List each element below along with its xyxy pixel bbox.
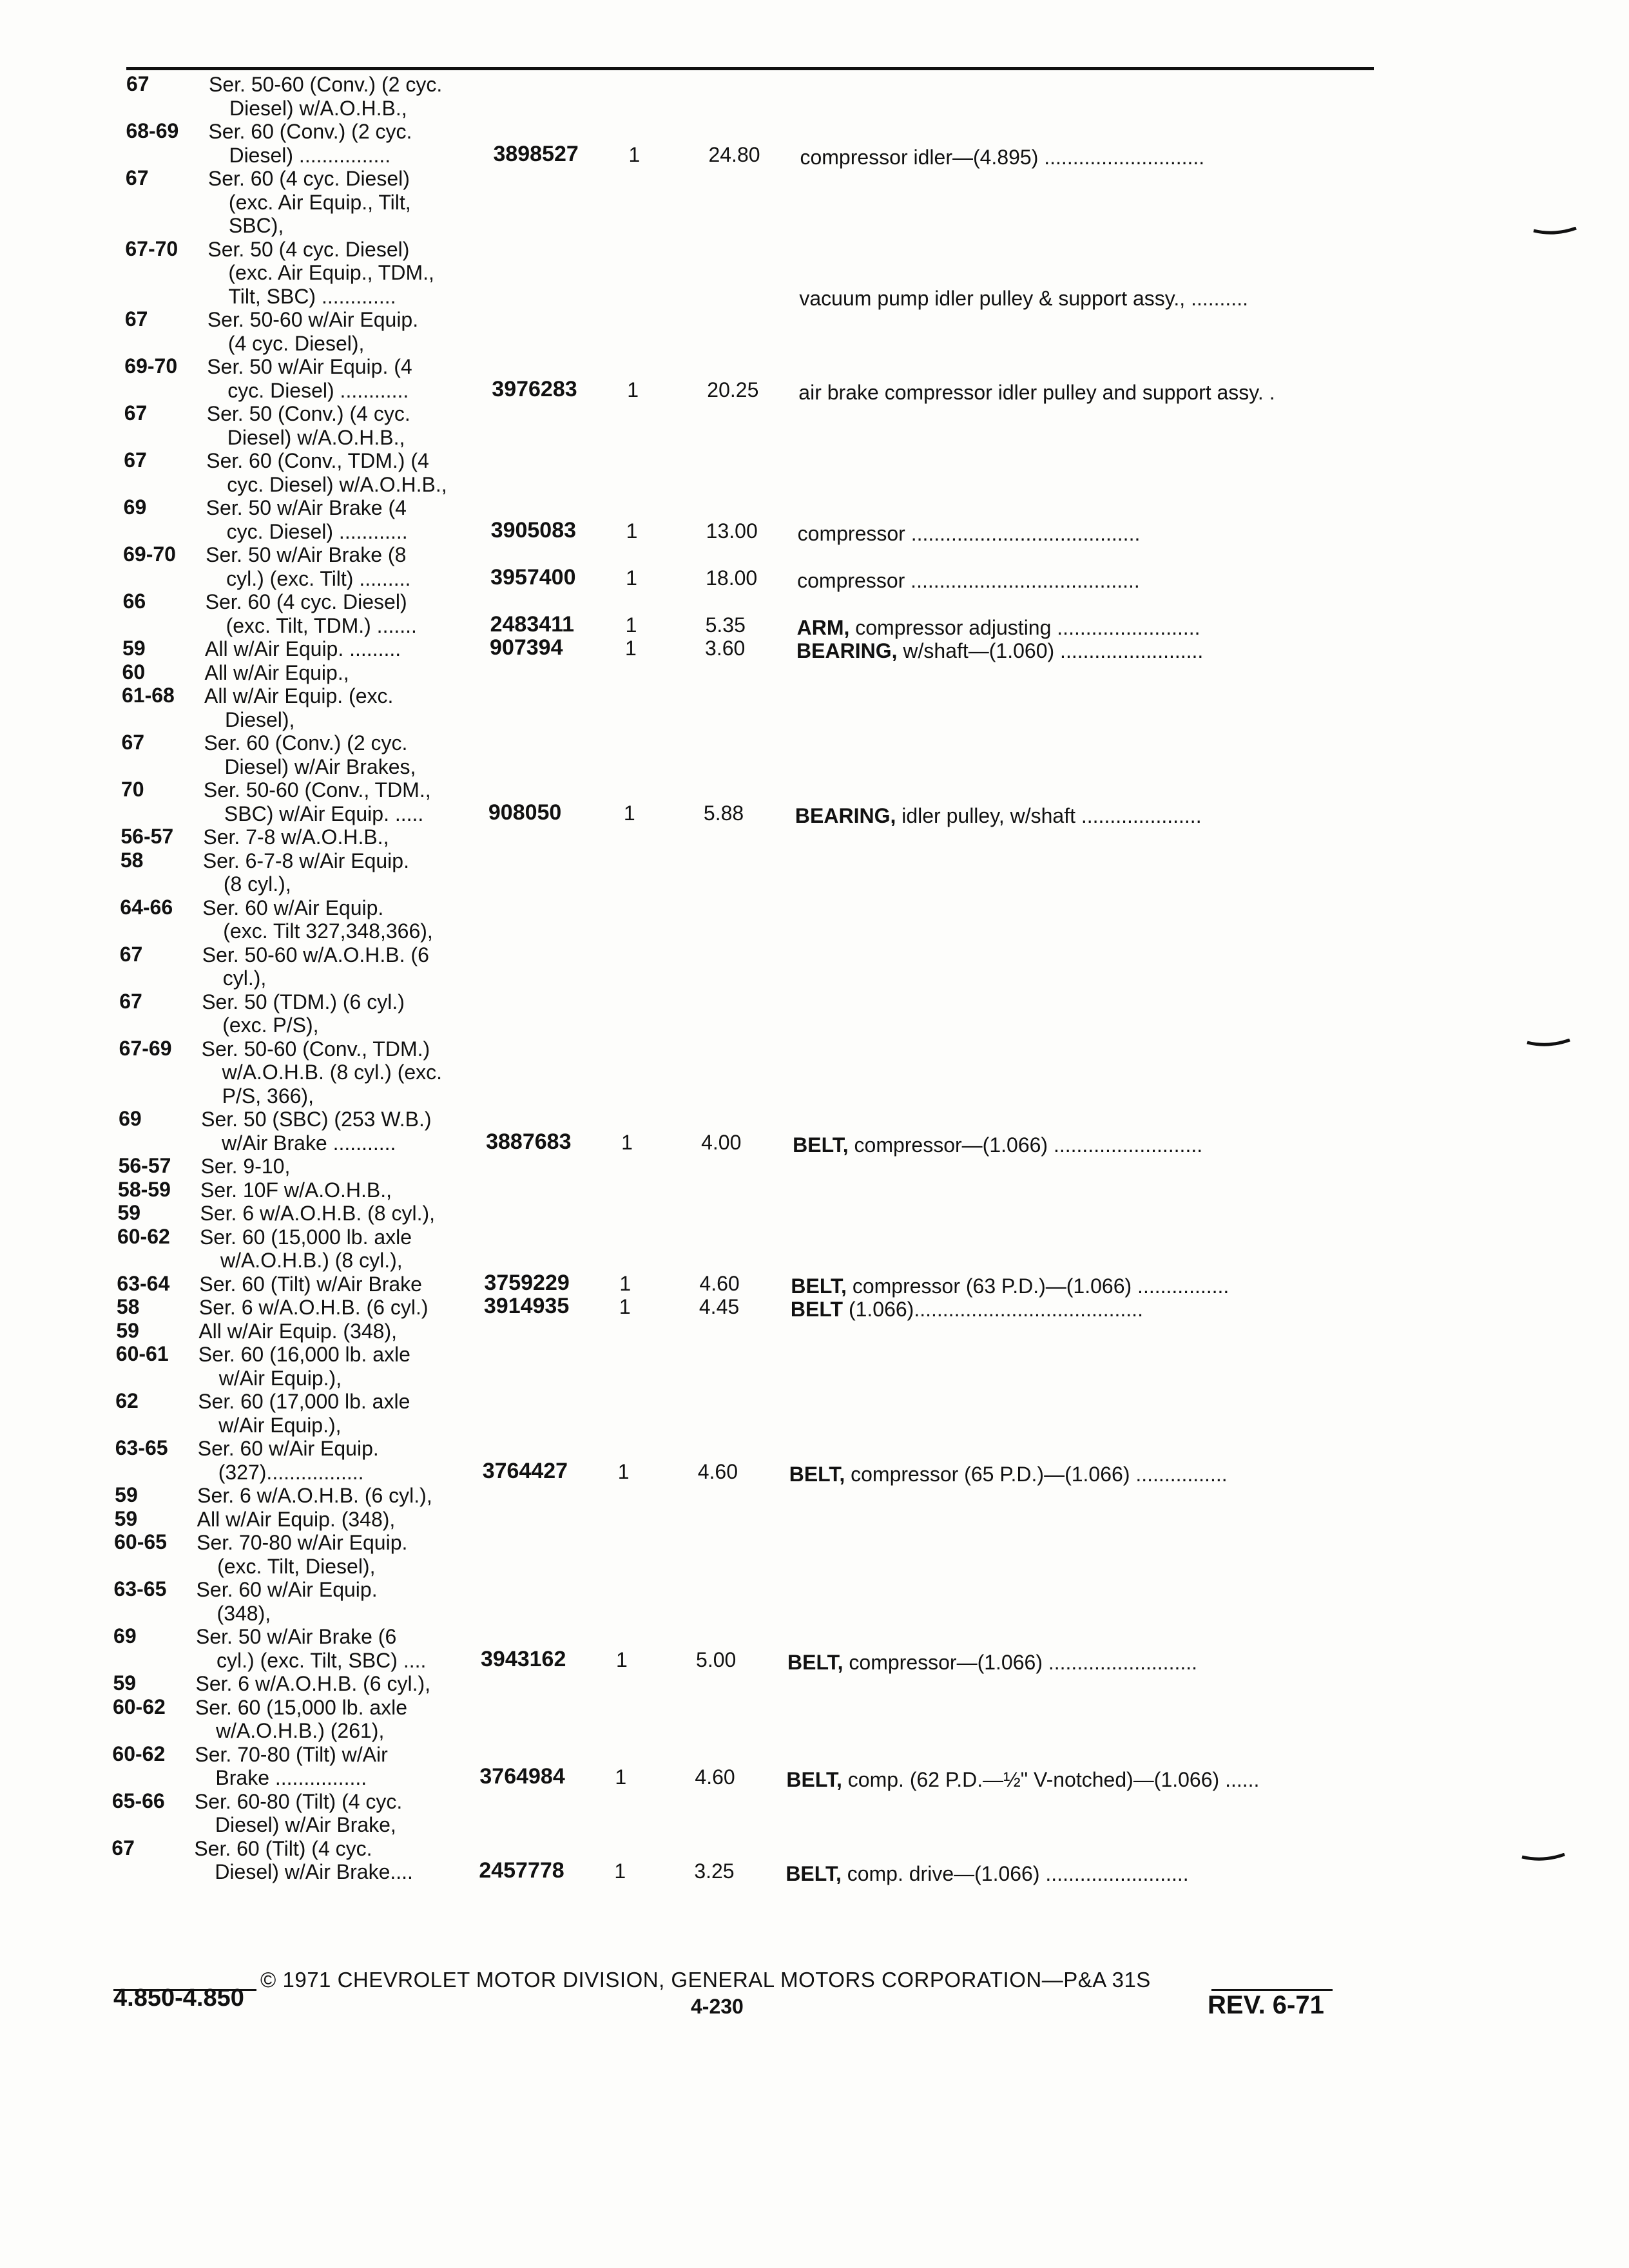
part-name: ARM, [796, 615, 850, 639]
price: 5.35 [705, 613, 746, 637]
model-year: 67 [111, 1836, 135, 1860]
model-year: 68-69 [126, 119, 179, 142]
application-text: Ser. 60 (Conv.) (2 cyc. [208, 120, 412, 143]
application-text: Ser. 50 (SBC) (253 W.B.) [201, 1108, 432, 1131]
model-year: 67 [121, 731, 145, 754]
part-description [797, 616, 1200, 640]
model-year: 59 [113, 1671, 137, 1695]
model-year: 67 [124, 401, 148, 425]
punch-mark-1 [1532, 227, 1577, 236]
punch-mark-3 [1521, 1853, 1566, 1862]
top-rule [126, 67, 1374, 70]
application-text: Ser. 60 (4 cyc. Diesel) [205, 590, 407, 613]
application-text: Ser. 60 (Conv.) (2 cyc. [204, 731, 408, 754]
model-year: 69 [113, 1624, 137, 1648]
part-description [796, 639, 1203, 663]
application-text: Ser. 50 w/Air Brake (4 [206, 496, 407, 519]
part-description [797, 569, 1140, 593]
application-text: Ser. 60 (16,000 lb. axle [198, 1343, 410, 1366]
application-text: (exc. P/S), [222, 1014, 319, 1037]
part-description [789, 1463, 1228, 1486]
application-text: Ser. 50 (4 cyc. Diesel) [207, 237, 410, 261]
part-description-text: compressor—(1.066) .......................... [849, 1650, 1198, 1674]
application-text: Ser. 70-80 (Tilt) w/Air [195, 1742, 388, 1766]
application-text: Ser. 70-80 w/Air Equip. [197, 1531, 408, 1554]
model-year: 59 [115, 1483, 138, 1506]
application-text: Ser. 60 w/Air Equip. [202, 896, 384, 919]
application-text: Ser. 60 w/Air Equip. [197, 1437, 379, 1460]
price: 4.00 [701, 1130, 742, 1154]
application-text: cyl.) (exc. Tilt) ......... [226, 566, 411, 590]
price: 4.45 [699, 1295, 740, 1318]
part-description-text: compressor adjusting ......................... [855, 615, 1200, 639]
application-text: Ser. 6-7-8 w/Air Equip. [202, 849, 409, 872]
model-year: 60-62 [117, 1224, 170, 1248]
application-text: Diesel), [224, 707, 295, 731]
price: 4.60 [695, 1765, 735, 1789]
application-text: Ser. 60 (4 cyc. Diesel) [207, 167, 410, 190]
quantity: 1 [615, 1765, 627, 1789]
price: 3.25 [694, 1860, 735, 1883]
application-text: Ser. 50 w/Air Brake (6 [196, 1625, 397, 1648]
part-description-text: compressor—(1.066) .......................... [854, 1133, 1203, 1157]
model-year: 66 [122, 590, 146, 613]
application-text: (exc. Air Equip., TDM., [228, 261, 434, 284]
part-number: 3887683 [486, 1129, 572, 1154]
application-text: Ser. 7-8 w/A.O.H.B., [203, 825, 389, 849]
model-year: 58-59 [118, 1177, 171, 1201]
part-name: BELT, [786, 1862, 842, 1885]
application-text: (348), [217, 1601, 271, 1625]
model-year: 60-65 [114, 1530, 167, 1553]
price: 24.80 [708, 142, 760, 166]
application-text: cyl.), [222, 966, 267, 990]
copyright-line: © 1971 CHEVROLET MOTOR DIVISION, GENERAL MOTORS CORPORATION—P&A 31S [260, 1968, 1151, 1992]
part-description-text: air brake compressor idler pulley and support assy. . [798, 380, 1275, 404]
application-text: w/A.O.H.B.) (8 cyl.), [220, 1249, 403, 1272]
price: 13.00 [706, 519, 758, 543]
application-text: All w/Air Equip. (exc. [204, 684, 394, 707]
application-text: Ser. 50-60 w/A.O.H.B. (6 [202, 943, 429, 966]
part-description-text: compressor ........................................ [797, 568, 1140, 592]
application-text: (exc. Tilt, Diesel), [217, 1554, 376, 1578]
part-description-text: vacuum pump idler pulley & support assy., .......... [799, 286, 1248, 310]
application-text: w/Air Equip.), [218, 1366, 342, 1390]
application-text: Ser. 6 w/A.O.H.B. (8 cyl.), [200, 1202, 436, 1225]
part-number: 3957400 [490, 564, 576, 590]
application-text: Ser. 60 (17,000 lb. axle [198, 1390, 410, 1413]
model-year: 67 [126, 72, 149, 95]
application-text: (exc. Air Equip., Tilt, [228, 190, 411, 214]
model-year: 67-70 [125, 236, 178, 260]
application-text: Diesel) w/A.O.H.B., [229, 96, 407, 120]
application-text: Ser. 9-10, [200, 1155, 291, 1178]
model-year: 60-62 [112, 1742, 166, 1765]
part-description-text: w/shaft—(1.060) ......................... [903, 639, 1204, 662]
model-year: 56-57 [118, 1154, 171, 1177]
model-year: 59 [114, 1506, 138, 1530]
model-year: 69 [119, 1107, 142, 1130]
application-text: Ser. 50-60 (Conv.) (2 cyc. [209, 73, 443, 96]
part-description-text: (1.066)........................................ [848, 1298, 1143, 1321]
part-name: BELT [790, 1298, 843, 1321]
application-text: Tilt, SBC) ............. [228, 284, 396, 308]
part-number: 3898527 [493, 141, 579, 166]
part-name: BELT, [791, 1274, 847, 1298]
quantity: 1 [625, 613, 637, 637]
part-description-text: compressor (63 P.D.)—(1.066) ................ [852, 1274, 1229, 1298]
model-year: 63-65 [113, 1577, 167, 1600]
model-year: 62 [115, 1389, 139, 1412]
model-year: 67-69 [119, 1036, 172, 1060]
quantity: 1 [628, 142, 641, 166]
application-text: cyc. Diesel) ............ [227, 378, 409, 402]
application-text: All w/Air Equip., [204, 660, 349, 684]
part-description-text: comp. (62 P.D.—½" V-notched)—(1.066) ...... [847, 1768, 1260, 1791]
quantity: 1 [619, 1271, 631, 1295]
application-text: (8 cyl.), [223, 872, 291, 896]
application-text: Ser. 60-80 (Tilt) (4 cyc. [194, 1789, 403, 1813]
application-text: Ser. 50-60 w/Air Equip. [207, 308, 419, 331]
part-description-text: compressor ........................................ [797, 521, 1141, 545]
part-description [787, 1651, 1197, 1675]
quantity: 1 [626, 566, 637, 590]
model-year: 69-70 [123, 543, 176, 566]
application-text: P/S, 366), [222, 1084, 314, 1108]
price: 5.88 [703, 801, 744, 825]
application-text: w/Air Equip.), [218, 1413, 342, 1437]
part-number: 3905083 [490, 517, 577, 543]
application-text: Ser. 50 (TDM.) (6 cyl.) [202, 990, 405, 1014]
application-text: cyl.) (exc. Tilt, SBC) .... [217, 1648, 427, 1672]
application-text: (4 cyc. Diesel), [227, 331, 365, 355]
application-text: (exc. Tilt, TDM.) ....... [226, 613, 417, 637]
quantity: 1 [627, 378, 639, 401]
application-text: Ser. 60 (Tilt) w/Air Brake [199, 1272, 422, 1296]
model-year: 65-66 [111, 1789, 165, 1812]
application-text: w/A.O.H.B. (8 cyl.) (exc. [222, 1061, 443, 1084]
part-description-text: idler pulley, w/shaft ..................... [901, 803, 1202, 827]
model-year: 61-68 [121, 684, 175, 707]
part-number: 3764984 [479, 1764, 565, 1789]
application-text: Ser. 6 w/A.O.H.B. (6 cyl.) [198, 1296, 429, 1319]
application-text: (exc. Tilt 327,348,366), [223, 919, 433, 943]
application-text: Diesel) w/Air Brake.... [215, 1860, 413, 1883]
punch-mark-2 [1526, 1039, 1571, 1048]
quantity: 1 [616, 1648, 628, 1671]
application-text: Ser. 50-60 (Conv., TDM.) [201, 1037, 430, 1061]
part-description [795, 804, 1202, 828]
revision-date: REV. 6-71 [1208, 1991, 1324, 2019]
model-year: 60 [122, 660, 146, 684]
quantity: 1 [614, 1860, 626, 1883]
application-text: Diesel) w/Air Brakes, [224, 754, 416, 778]
part-number: 3943162 [481, 1646, 566, 1671]
model-year: 69-70 [124, 354, 178, 378]
price: 18.00 [706, 566, 758, 590]
model-year: 63-64 [117, 1271, 170, 1295]
part-description [786, 1768, 1259, 1792]
model-year: 67 [119, 942, 143, 966]
model-year: 59 [122, 637, 146, 660]
application-text: Ser. 60 (Tilt) (4 cyc. [194, 1836, 372, 1860]
application-text: SBC) w/Air Equip. ..... [224, 802, 424, 825]
model-year: 59 [116, 1318, 139, 1342]
quantity: 1 [621, 1130, 633, 1154]
part-number: 3764427 [482, 1458, 568, 1483]
application-text: Ser. 6 w/A.O.H.B. (6 cyl.), [195, 1672, 430, 1695]
page-number: 4-230 [691, 1995, 744, 2018]
model-year: 56-57 [120, 825, 174, 848]
part-description [799, 287, 1248, 311]
application-text: Ser. 60 (15,000 lb. axle [195, 1695, 408, 1719]
part-name: BEARING, [795, 803, 896, 827]
part-number: 2483411 [490, 611, 575, 637]
part-description-text: compressor idler—(4.895) ............................ [800, 145, 1205, 169]
model-year: 70 [120, 778, 144, 801]
model-year: 59 [117, 1201, 141, 1224]
price: 4.60 [699, 1271, 740, 1295]
application-text: Ser. 60 (Conv., TDM.) (4 [206, 449, 429, 472]
application-text: Brake ................ [215, 1766, 367, 1789]
application-text: All w/Air Equip. (348), [198, 1319, 397, 1343]
part-name: BELT, [793, 1133, 849, 1157]
quantity: 1 [617, 1459, 630, 1483]
application-text: cyc. Diesel) w/A.O.H.B., [227, 472, 447, 496]
application-text: Ser. 60 (15,000 lb. axle [199, 1225, 412, 1249]
application-text: Ser. 50-60 (Conv., TDM., [203, 778, 431, 802]
model-year: 69 [123, 495, 147, 519]
application-text: (327)................. [218, 1460, 364, 1484]
model-year: 58 [116, 1295, 140, 1318]
part-number: 3914935 [483, 1294, 570, 1318]
part-description [800, 146, 1204, 169]
part-description [791, 1298, 1143, 1321]
part-description-text: compressor (65 P.D.)—(1.066) ................ [851, 1462, 1228, 1486]
part-name: BELT, [789, 1462, 845, 1486]
section-number: 4.850-4.850 [113, 1984, 244, 2012]
part-description-text: comp. drive—(1.066) ......................... [847, 1862, 1189, 1885]
application-text: Diesel) w/A.O.H.B., [227, 425, 405, 449]
part-number: 907394 [490, 635, 563, 660]
part-name: BELT, [786, 1768, 842, 1791]
part-description [798, 522, 1141, 546]
part-name: BEARING, [796, 639, 898, 662]
model-year: 67 [124, 307, 148, 331]
application-text: Ser. 50 (Conv.) (4 cyc. [206, 402, 410, 425]
model-year: 60-62 [112, 1695, 166, 1718]
model-year: 67 [119, 989, 142, 1013]
part-description [791, 1274, 1229, 1298]
part-number: 3976283 [492, 376, 577, 401]
application-text: Ser. 60 w/Air Equip. [196, 1578, 378, 1601]
model-year: 63-65 [115, 1436, 168, 1459]
model-year: 67 [125, 166, 149, 189]
part-number: 908050 [488, 800, 562, 825]
application-text: Diesel) ................ [229, 143, 391, 167]
part-name: BELT, [787, 1650, 843, 1674]
quantity: 1 [625, 637, 637, 660]
model-year: 64-66 [120, 895, 173, 919]
part-description [793, 1133, 1202, 1157]
application-text: cyc. Diesel) ............ [226, 519, 408, 543]
model-year: 60-61 [115, 1342, 169, 1365]
price: 5.00 [696, 1648, 737, 1671]
application-text: Ser. 50 w/Air Equip. (4 [207, 355, 412, 378]
part-description [798, 381, 1275, 405]
quantity: 1 [623, 801, 635, 825]
price: 20.25 [707, 378, 759, 401]
quantity: 1 [626, 519, 638, 543]
price: 3.60 [705, 637, 746, 660]
part-number: 3759229 [484, 1270, 570, 1295]
application-text: Diesel) w/Air Brake, [215, 1813, 396, 1836]
part-number: 2457778 [479, 1858, 564, 1883]
application-text: w/A.O.H.B.) (261), [215, 1719, 385, 1742]
application-text: w/Air Brake ........... [222, 1131, 396, 1155]
part-description [786, 1862, 1188, 1886]
model-year: 58 [120, 848, 144, 872]
application-text: All w/Air Equip. ......... [205, 637, 401, 660]
model-year: 67 [124, 448, 147, 472]
application-text: Ser. 50 w/Air Brake (8 [206, 543, 407, 566]
application-text: Ser. 10F w/A.O.H.B., [200, 1178, 392, 1202]
application-text: Ser. 6 w/A.O.H.B. (6 cyl.), [197, 1484, 432, 1507]
quantity: 1 [619, 1295, 631, 1318]
application-text: SBC), [228, 214, 284, 237]
application-text: All w/Air Equip. (348), [197, 1507, 396, 1531]
price: 4.60 [697, 1459, 738, 1483]
